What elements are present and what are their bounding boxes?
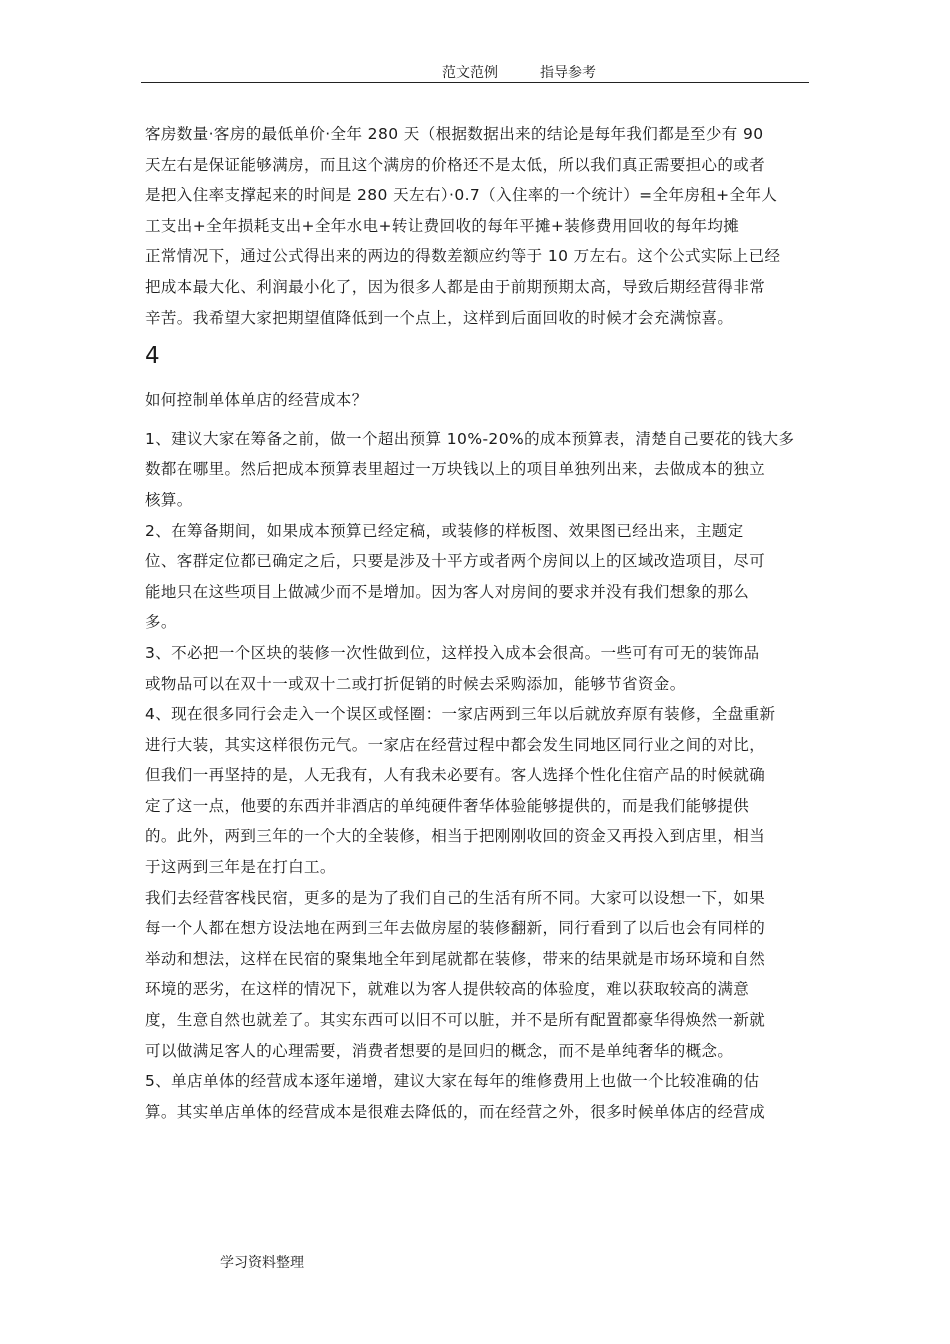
text-line: 工支出+全年损耗支出+全年水电+转让费回收的每年平摊+装修费用回收的每年均摊 — [145, 216, 740, 235]
text-line: 1、建议大家在筹备之前，做一个超出预算 10%-20%的成本预算表，清楚自己要花的钱大多 — [145, 429, 795, 448]
document-body — [145, 119, 813, 1127]
section-number: 4 — [145, 343, 160, 370]
text-line: 正常情况下，通过公式得出来的两边的得数差额应约等于 10 万左右。这个公式实际上已经 — [145, 247, 781, 266]
text-line: 多。 — [145, 613, 177, 632]
text-line: 定了这一点，他要的东西并非酒店的单纯硬件奢华体验能够提供的，而是我们能够提供 — [145, 796, 750, 815]
text-line: 举动和想法，这样在民宿的聚集地全年到尾就都在装修，带来的结果就是市场环境和自然 — [145, 949, 766, 968]
text-line: 数都在哪里。然后把成本预算表里超过一万块钱以上的项目单独列出来，去做成本的独立 — [145, 460, 766, 479]
page-header — [0, 60, 950, 82]
text-line: 于这两到三年是在打白工。 — [145, 858, 336, 877]
cost-control-list — [145, 424, 813, 1128]
text-line: 核算。 — [145, 490, 193, 509]
text-line: 环境的恶劣，在这样的情况下，就难以为客人提供较高的体验度，难以获取较高的满意 — [145, 980, 750, 999]
text-line: 或物品可以在双十一或双十二或打折促销的时候去采购添加，能够节省资金。 — [145, 674, 686, 693]
text-line: 辛苦。我希望大家把期望值降低到一个点上，这样到后面回收的时候才会充满惊喜。 — [145, 308, 734, 327]
text-line: 4、现在很多同行会走入一个误区或怪圈：一家店两到三年以后就放弃原有装修，全盘重新 — [145, 705, 776, 724]
header-right-text: 指导参考 — [540, 65, 596, 81]
text-line: 度，生意自然也就差了。其实东西可以旧不可以脏，并不是所有配置都豪华得焕然一新就 — [145, 1011, 766, 1030]
spacer — [145, 377, 813, 385]
paragraph-formula — [145, 119, 813, 333]
page-footer: 学习资料整理 — [220, 1255, 304, 1271]
section-title: 如何控制单体单店的经营成本？ — [145, 391, 368, 410]
text-line: 2、在筹备期间，如果成本预算已经定稿，或装修的样板图、效果图已经出来，主题定 — [145, 521, 744, 540]
text-line: 3、不必把一个区块的装修一次性做到位，这样投入成本会很高。一些可有可无的装饰品 — [145, 643, 760, 662]
text-line: 可以做满足客人的心理需要，消费者想要的是回归的概念，而不是单纯奢华的概念。 — [145, 1041, 734, 1060]
text-line: 是把入住率支撑起来的时间是 280 天左右）·0.7（入住率的一个统计）=全年房租+全年人 — [145, 186, 778, 205]
text-line: 每一个人都在想方设法地在两到三年去做房屋的装修翻新，同行看到了以后也会有同样的 — [145, 919, 766, 938]
text-line: 天左右是保证能够满房，而且这个满房的价格还不是太低，所以我们真正需要担心的或者 — [145, 155, 766, 174]
text-line: 位、客群定位都已确定之后，只要是涉及十平方或者两个房间以上的区域改造项目，尽可 — [145, 552, 766, 571]
header-left-text: 范文范例 — [442, 65, 498, 81]
header-divider — [141, 82, 809, 83]
text-line: 客房数量·客房的最低单价·全年 280 天（根据数据出来的结论是每年我们都是至少有 90 — [145, 125, 764, 143]
spacer — [145, 416, 813, 424]
text-line: 的。此外，两到三年的一个大的全装修，相当于把刚刚收回的资金又再投入到店里，相当 — [145, 827, 766, 846]
text-line: 算。其实单店单体的经营成本是很难去降低的，而在经营之外，很多时候单体店的经营成 — [145, 1102, 766, 1121]
text-line: 5、单店单体的经营成本逐年递增，建议大家在每年的维修费用上也做一个比较准确的估 — [145, 1072, 760, 1091]
text-line: 把成本最大化、利润最小化了，因为很多人都是由于前期预期太高，导致后期经营得非常 — [145, 277, 766, 296]
text-line: 能地只在这些项目上做减少而不是增加。因为客人对房间的要求并没有我们想象的那么 — [145, 582, 750, 601]
text-line: 我们去经营客栈民宿，更多的是为了我们自己的生活有所不同。大家可以设想一下，如果 — [145, 888, 766, 907]
text-line: 进行大装，其实这样很伤元气。一家店在经营过程中都会发生同地区同行业之间的对比， — [145, 735, 766, 754]
text-line: 但我们一再坚持的是，人无我有，人有我未必要有。客人选择个性化住宿产品的时候就确 — [145, 766, 766, 785]
